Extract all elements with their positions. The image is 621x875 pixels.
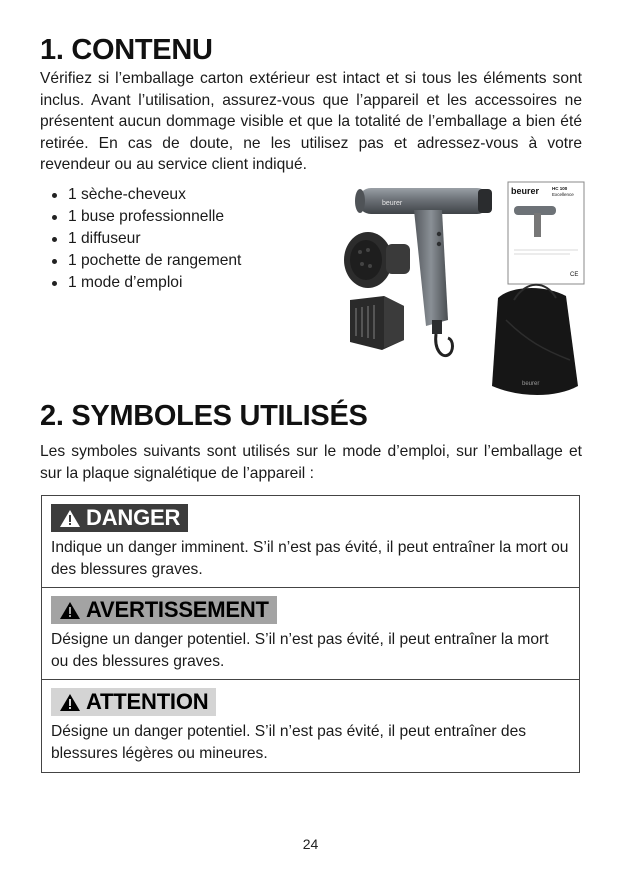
caution-description: Désigne un danger potentiel. S’il n’est pas évité, il peut entraîner des blessures légères ou mineures. [51,723,527,762]
symbol-cell-danger [42,496,580,588]
danger-label: DANGER [86,505,181,530]
symbol-cell-caution [42,680,580,772]
list-item: 1 mode d’emploi [40,272,241,294]
dryer-brand-label: beurer [382,200,403,207]
nozzle-image [350,296,404,350]
symbol-cell-warning [42,588,580,680]
contents-list [40,184,241,294]
contents-intro: Vérifiez si l’emballage carton extérieur est intact et si tous les éléments sont inclus. Avant l’utilisation, assurez-vous que l’appareil et les accessoires ne présentent aucun dommage visible et que la totalité de l’emballage a bien été retirée. En cas de doute, ne les utilisez pas et adressez-vous à votre revendeur ou au service client indiqué. [40,70,582,174]
manual-subtitle-label: Excellence [552,192,574,197]
pouch-brand-label: beurer [522,381,540,387]
diffuser-image [344,232,410,288]
manual-model-label: HC 100 [552,186,568,191]
caution-label: ATTENTION [86,689,209,715]
warning-triangle-icon [59,509,81,528]
warning-triangle-icon [59,693,81,712]
manual-ce-mark: CE [570,272,579,278]
list-item: 1 buse professionnelle [40,206,241,228]
list-item: 1 sèche-cheveux [40,184,241,206]
section-title-contents: 1. CONTENU [40,34,213,66]
symbols-table [41,495,580,773]
storage-pouch-image [492,285,578,395]
warning-description: Désigne un danger potentiel. S’il n’est pas évité, il peut entraîner la mort ou des blessures graves. [51,631,549,670]
danger-description: Indique un danger imminent. S’il n’est pas évité, il peut entraîner la mort ou des blessures graves. [51,539,569,578]
warning-label: AVERTISSEMENT [86,597,269,623]
section-title-symbols: 2. SYMBOLES UTILISÉS [40,400,368,432]
package-contents-illustration [330,180,585,400]
table-row [42,496,580,588]
warning-triangle-icon [59,601,81,620]
list-item: 1 pochette de rangement [40,250,241,272]
table-row [42,680,580,772]
symbols-intro: Les symboles suivants sont utilisés sur le mode d’emploi, sur l’emballage et sur la plaque signalétique de l’appareil : [40,443,582,482]
manual-image [508,182,584,284]
danger-signal-word [51,504,188,532]
table-row [42,588,580,680]
caution-signal-word [51,688,216,716]
page-number: 24 [302,836,319,852]
manual-brand-label: beurer [511,186,540,196]
list-item: 1 diffuseur [40,228,241,250]
warning-signal-word [51,596,277,624]
